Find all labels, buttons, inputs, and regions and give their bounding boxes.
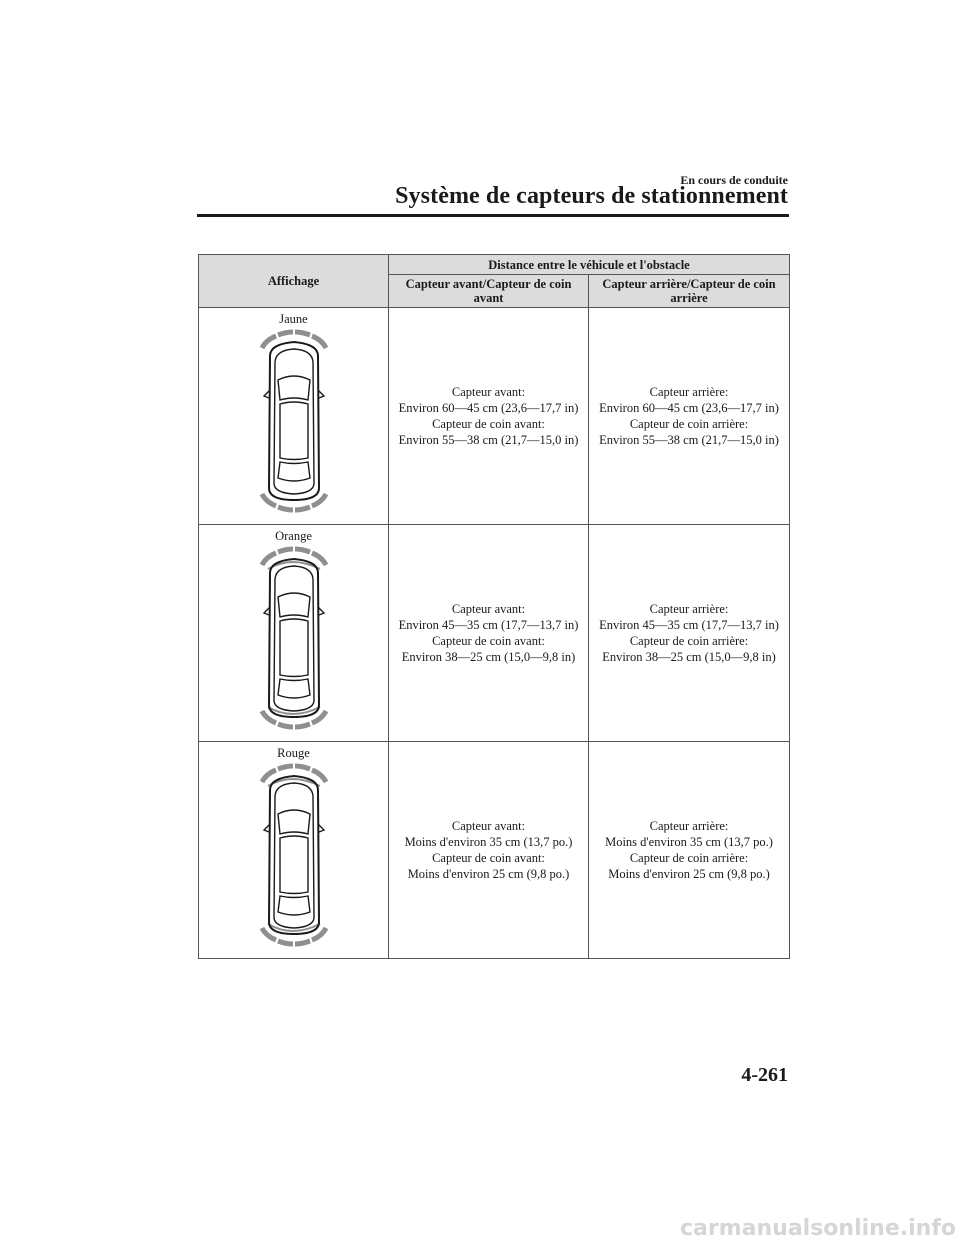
front-sensor-segment	[262, 553, 276, 565]
front-corner-sensor-label: Capteur de coin avant:	[432, 851, 545, 865]
table-row	[199, 525, 790, 742]
car-outline	[278, 679, 310, 698]
indicator-color-name: Jaune	[279, 312, 308, 326]
rear-sensor-segment	[278, 507, 293, 510]
car-top-view-icon	[256, 545, 332, 731]
car-outline	[280, 402, 308, 460]
car-outline	[278, 896, 310, 915]
sensor-distance-table	[198, 254, 790, 959]
watermark: carmanualsonline.info	[680, 1216, 956, 1241]
rear-sensor-cell	[589, 742, 790, 959]
car-outline	[280, 619, 308, 677]
front-sensor-segment	[262, 336, 276, 348]
section-label: En cours de conduite	[680, 173, 788, 187]
front-sensor-segment	[278, 766, 293, 769]
front-corner-sensor-distance: Environ 38—25 cm (15,0—9,8 in)	[401, 650, 576, 664]
header-display: Affichage	[199, 255, 389, 308]
rear-corner-sensor-distance: Moins d'environ 25 cm (9,8 po.)	[608, 867, 770, 881]
display-cell	[199, 525, 389, 742]
car-outline	[269, 342, 319, 500]
rear-sensor-distance: Environ 45—35 cm (17,7—13,7 in)	[599, 618, 779, 632]
rear-sensor-segment	[278, 724, 293, 727]
front-sensor-cell	[389, 308, 589, 525]
front-sensor-cell	[389, 742, 589, 959]
front-sensor-segment	[312, 336, 326, 348]
rear-sensor-cell	[589, 525, 790, 742]
rear-sensor-cell	[589, 308, 790, 525]
car-top-view-icon	[256, 762, 332, 948]
page-number: 4-261	[741, 1064, 788, 1086]
rear-sensor-label: Capteur arrière:	[649, 602, 729, 616]
front-sensor-segment	[262, 770, 276, 782]
display-cell	[199, 308, 389, 525]
table-row	[199, 742, 790, 959]
front-corner-sensor-label: Capteur de coin avant:	[432, 634, 545, 648]
car-outline	[278, 462, 310, 481]
front-sensor-segment	[278, 549, 293, 552]
indicator-color-name: Orange	[275, 529, 312, 543]
front-corner-sensor-distance: Environ 55—38 cm (21,7—15,0 in)	[398, 433, 579, 447]
front-sensor-distance: Environ 60—45 cm (23,6—17,7 in)	[398, 401, 579, 415]
front-sensor-distance: Environ 45—35 cm (17,7—13,7 in)	[398, 618, 579, 632]
rear-corner-sensor-distance: Environ 38—25 cm (15,0—9,8 in)	[602, 650, 776, 664]
front-sensor-label: Capteur avant:	[451, 602, 526, 616]
car-outline	[278, 593, 310, 617]
front-sensor-segment	[295, 549, 310, 552]
front-sensor-segment	[312, 770, 326, 782]
header-front-sensor: Capteur avant/Capteur de coin avant	[389, 275, 589, 308]
rear-sensor-label: Capteur arrière:	[649, 819, 729, 833]
page-title: Système de capteurs de stationnement	[395, 183, 788, 209]
front-corner-sensor-label: Capteur de coin avant:	[432, 417, 545, 431]
header-rear-sensor: Capteur arrière/Capteur de coin arrière	[589, 275, 790, 308]
car-outline	[278, 810, 310, 834]
car-outline	[269, 559, 319, 717]
front-sensor-distance: Moins d'environ 35 cm (13,7 po.)	[404, 835, 573, 849]
rear-sensor-distance: Moins d'environ 35 cm (13,7 po.)	[605, 835, 773, 849]
front-sensor-cell	[389, 525, 589, 742]
display-cell	[199, 742, 389, 959]
front-sensor-label: Capteur avant:	[451, 385, 526, 399]
car-outline	[269, 776, 319, 934]
rear-sensor-label: Capteur arrière:	[649, 385, 729, 399]
car-top-view-icon	[256, 328, 332, 514]
rear-corner-sensor-label: Capteur de coin arrière:	[629, 634, 749, 648]
front-corner-sensor-distance: Moins d'environ 25 cm (9,8 po.)	[407, 867, 570, 881]
indicator-color-name: Rouge	[277, 746, 310, 760]
front-sensor-segment	[312, 553, 326, 565]
rear-corner-sensor-label: Capteur de coin arrière:	[629, 417, 749, 431]
rear-sensor-distance: Environ 60—45 cm (23,6—17,7 in)	[599, 401, 779, 415]
front-sensor-segment	[295, 766, 310, 769]
rear-corner-sensor-label: Capteur de coin arrière:	[629, 851, 749, 865]
header-distance: Distance entre le véhicule et l'obstacle	[389, 255, 790, 275]
front-sensor-label: Capteur avant:	[451, 819, 526, 833]
table-row	[199, 308, 790, 525]
front-sensor-segment	[278, 332, 293, 335]
title-rule	[197, 214, 789, 217]
rear-sensor-segment	[295, 941, 310, 944]
front-sensor-segment	[295, 332, 310, 335]
car-outline	[278, 376, 310, 400]
car-outline	[280, 836, 308, 894]
rear-sensor-segment	[295, 724, 310, 727]
rear-corner-sensor-distance: Environ 55—38 cm (21,7—15,0 in)	[599, 433, 779, 447]
rear-sensor-segment	[295, 507, 310, 510]
rear-sensor-segment	[278, 941, 293, 944]
